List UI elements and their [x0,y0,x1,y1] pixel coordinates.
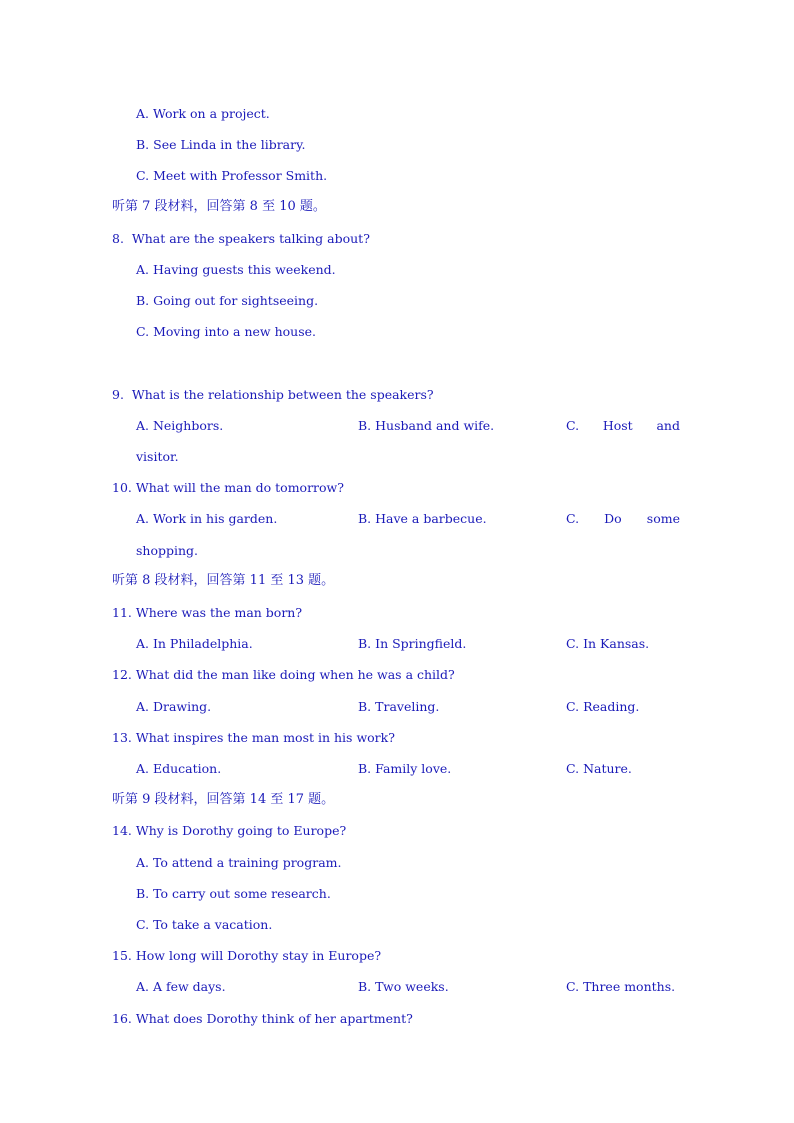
q12-option-b: B. Traveling. [358,699,440,714]
q9-option-b: B. Husband and wife. [358,418,495,433]
q7-option-c: C. Meet with Professor Smith. [136,168,328,183]
section-heading-9: 听第 9 段材料，回答第 14 至 17 题。 [112,792,335,807]
q9-option-c-letter: C. [566,418,580,433]
q12-option-a: A. Drawing. [136,699,212,714]
q8-option-c: C. Moving into a new house. [136,324,317,339]
q14-question: 14. Why is Dorothy going to Europe? [112,823,347,838]
q14-option-a: A. To attend a training program. [136,855,342,870]
q9-option-c-word1: Host [602,418,633,433]
q14-option-c: C. To take a vacation. [136,917,273,932]
q10-option-c [566,511,680,527]
q7-option-b: B. See Linda in the library. [136,137,306,152]
q11-option-a: A. In Philadelphia. [136,636,253,651]
q9-option-c-continued: visitor. [136,449,179,464]
section-heading-7: 听第 7 段材料，回答第 8 至 10 题。 [112,199,326,214]
q9-option-a: A. Neighbors. [136,418,224,433]
q8-option-b: B. Going out for sightseeing. [136,293,319,308]
q12-question: 12. What did the man like doing when he was a child? [112,667,455,682]
q15-option-c: C. Three months. [566,979,676,994]
q9-option-c [566,418,680,434]
q14-option-b: B. To carry out some research. [136,886,331,901]
q10-question: 10. What will the man do tomorrow? [112,480,344,495]
q15-question: 15. How long will Dorothy stay in Europe? [112,948,382,963]
q10-option-b: B. Have a barbecue. [358,511,487,526]
q16-question: 16. What does Dorothy think of her apartment? [112,1011,413,1026]
q10-option-a: A. Work in his garden. [136,511,278,526]
q10-option-c-word1: Do [604,511,622,526]
q9-option-c-word2: and [656,418,680,433]
q13-option-b: B. Family love. [358,761,452,776]
q9-question: 9. What is the relationship between the speakers? [112,387,434,402]
q10-option-c-word2: some [646,511,680,526]
q8-question: 8. What are the speakers talking about? [112,231,370,246]
q15-option-a: A. A few days. [136,979,226,994]
q8-option-a: A. Having guests this weekend. [136,262,336,277]
q12-option-c: C. Reading. [566,699,640,714]
q13-option-c: C. Nature. [566,761,632,776]
q11-option-b: B. In Springfield. [358,636,467,651]
q10-option-c-continued: shopping. [136,543,199,558]
q11-question: 11. Where was the man born? [112,605,303,620]
q13-question: 13. What inspires the man most in his work? [112,730,395,745]
q10-option-c-letter: C. [566,511,580,526]
q13-option-a: A. Education. [136,761,222,776]
q15-option-b: B. Two weeks. [358,979,449,994]
q11-option-c: C. In Kansas. [566,636,650,651]
q7-option-a: A. Work on a project. [136,106,270,121]
section-heading-8: 听第 8 段材料，回答第 11 至 13 题。 [112,573,335,588]
